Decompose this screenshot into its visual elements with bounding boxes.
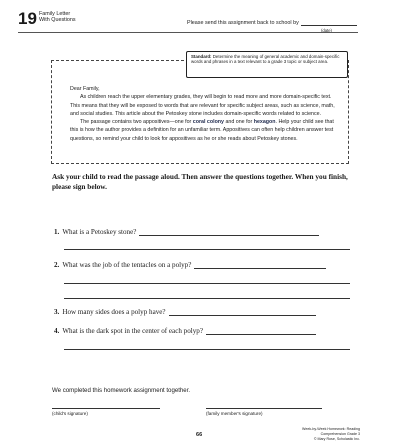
child-signature-line[interactable] xyxy=(52,408,160,409)
question-text: How many sides does a polyp have? xyxy=(62,308,166,316)
letter-p2-part-c: . Help your child see that this is how the author provides a definition for an unfamiliar term. Appositives can often help children answer test questions, so remind your child to look for appositives as he or she reads about Petoskey stones. xyxy=(70,119,334,142)
family-letter-text xyxy=(70,85,340,143)
question-number: 4. xyxy=(54,327,60,335)
family-signature-line[interactable] xyxy=(206,408,322,409)
question-text: What is a Petoskey stone? xyxy=(62,228,137,236)
answer-blank-1[interactable] xyxy=(139,229,319,236)
standard-callout xyxy=(186,51,348,78)
question-number: 2. xyxy=(54,261,60,269)
completion-statement: We completed this homework assignment together. xyxy=(52,387,191,394)
copyright-credit xyxy=(284,427,360,441)
answer-blank-2[interactable] xyxy=(194,262,326,269)
question-number: 1. xyxy=(54,228,60,236)
date-label: (date) xyxy=(321,28,332,33)
header-divider xyxy=(18,32,358,33)
page-number-badge: 19 xyxy=(18,9,37,28)
section-label-line2: With Questions xyxy=(39,17,76,24)
answer-blank-4[interactable] xyxy=(206,328,316,335)
due-date-blank[interactable] xyxy=(301,20,357,26)
question-number: 3. xyxy=(54,308,60,316)
question-3 xyxy=(54,308,316,316)
answer-line-2c[interactable] xyxy=(64,298,350,299)
answer-line-2b[interactable] xyxy=(64,283,350,284)
question-text: What was the job of the tentacles on a polyp? xyxy=(62,261,192,269)
family-signature-label: (family member's signature) xyxy=(206,411,263,416)
send-back-text: Please send this assignment back to school by xyxy=(187,20,299,26)
question-4 xyxy=(54,327,316,335)
standard-label: Standard: xyxy=(191,54,212,59)
credit-line-2: © Mary Rose, Scholastic Inc. xyxy=(313,436,360,441)
question-2 xyxy=(54,261,326,269)
letter-greeting: Dear Family, xyxy=(70,86,100,92)
section-label-line1: Family Letter xyxy=(39,11,71,17)
answer-line-4b[interactable] xyxy=(64,349,350,350)
question-1 xyxy=(54,228,319,236)
letter-paragraph-1: As children reach the upper elementary grades, they will begin to read more and more domain-specific text. This means that they will be exposed to words that are relevant for specific subject areas, such as science, math, and social studies. This article about the Petoskey stone includes domain-specific words related to science. xyxy=(70,94,335,117)
letter-paragraph-2 xyxy=(70,118,340,143)
standard-text: Determine the meaning of general academic and domain-specific words and phrases in a text relevant to a grade 3 topic or subject area. xyxy=(191,54,340,65)
letter-p2-part-b: and one for xyxy=(223,119,254,126)
directions-text: Ask your child to read the passage aloud. Then answer the questions together. When you finish, please sign below. xyxy=(52,172,348,191)
footer-page-number: 66 xyxy=(196,432,203,438)
section-label xyxy=(39,11,76,24)
send-back-instruction xyxy=(187,20,357,26)
child-signature-label: (child's signature) xyxy=(52,411,88,416)
credit-line-1: Week-by-Week Homework: Reading Comprehension Grade 3 xyxy=(302,427,360,436)
term-coral-colony: coral colony xyxy=(192,119,224,126)
letter-p2-part-a: The passage contains two appositives—one for xyxy=(80,119,193,126)
answer-line-1b[interactable] xyxy=(64,249,350,250)
question-text: What is the dark spot in the center of each polyp? xyxy=(62,327,203,335)
answer-blank-3[interactable] xyxy=(169,309,316,316)
term-hexagon: hexagon xyxy=(253,119,276,126)
